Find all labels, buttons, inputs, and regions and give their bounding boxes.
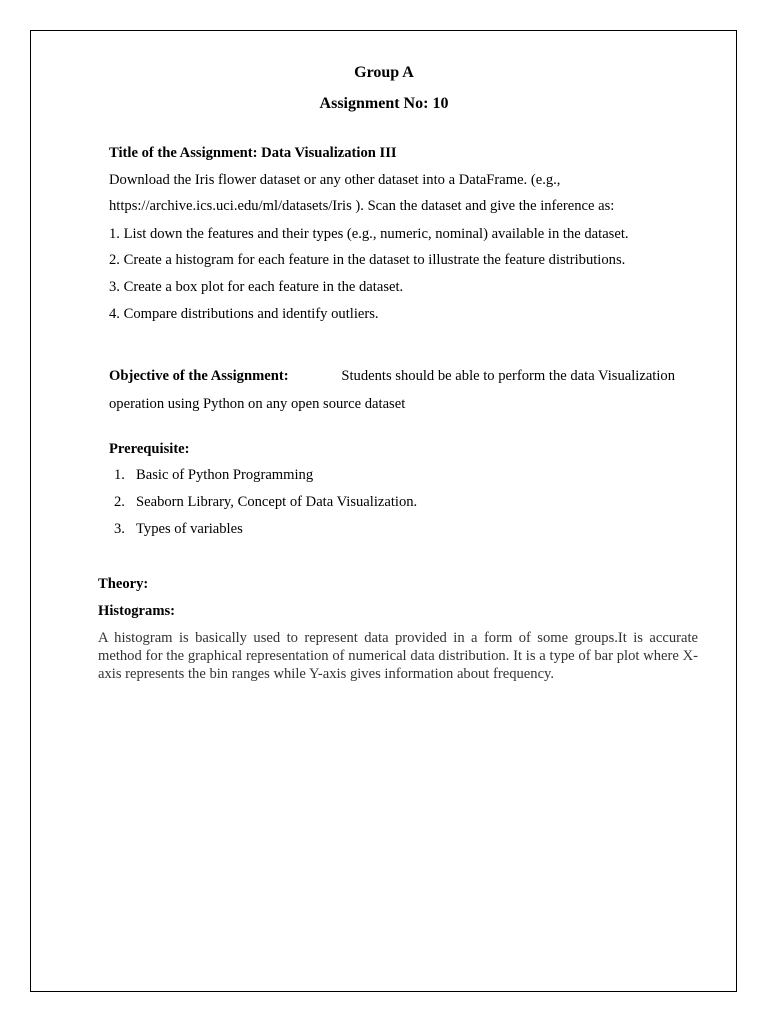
intro-line-1: Download the Iris flower dataset or any other dataset into a DataFrame. (e.g., xyxy=(109,172,561,188)
prerequisite-num-3: 3. xyxy=(114,521,125,537)
task-item-1: 1. List down the features and their types (e.g., numeric, nominal) available in the dataset. xyxy=(109,226,629,242)
prerequisite-num-1: 1. xyxy=(114,467,125,483)
objective-label: Objective of the Assignment: xyxy=(109,368,289,384)
prerequisite-num-2: 2. xyxy=(114,494,125,510)
task-item-4: 4. Compare distributions and identify outliers. xyxy=(109,306,379,322)
task-item-3: 3. Create a box plot for each feature in the dataset. xyxy=(109,279,404,295)
theory-label: Theory: xyxy=(98,576,149,592)
prerequisite-item-3: Types of variables xyxy=(136,521,243,537)
objective-text-2: operation using Python on any open source dataset xyxy=(109,396,406,412)
task-item-2: 2. Create a histogram for each feature in the dataset to illustrate the feature distributions. xyxy=(109,252,626,268)
group-heading: Group A xyxy=(354,64,414,81)
prerequisite-item-1: Basic of Python Programming xyxy=(136,467,314,483)
prerequisite-item-2: Seaborn Library, Concept of Data Visualization. xyxy=(136,494,418,510)
objective-line-1 xyxy=(109,368,675,385)
assignment-title: Title of the Assignment: Data Visualization III xyxy=(109,145,397,161)
histograms-label: Histograms: xyxy=(98,603,176,619)
objective-text-1: Students should be able to perform the data Visualization xyxy=(341,368,675,384)
intro-line-2: https://archive.ics.uci.edu/ml/datasets/Iris ). Scan the dataset and give the inference as: xyxy=(109,198,615,214)
histograms-paragraph: A histogram is basically used to represent data provided in a form of some groups.It is accurate method for the graphical representation of numerical data distribution. It is a type of bar plot where X-axis represents the bin ranges while Y-axis gives information about frequency. xyxy=(98,630,698,682)
assignment-number: Assignment No: 10 xyxy=(319,95,449,112)
prerequisite-label: Prerequisite: xyxy=(109,441,190,457)
